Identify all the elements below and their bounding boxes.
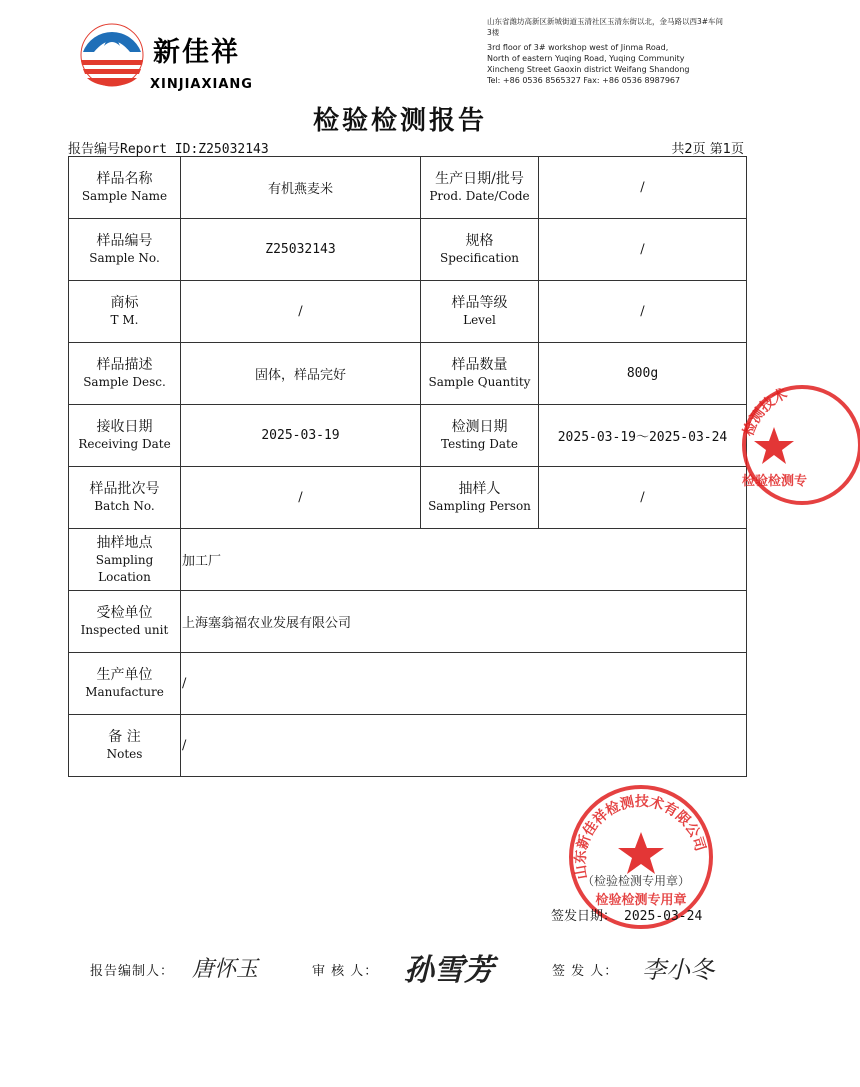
field-label [421,343,539,405]
label-cn: 备 注 [108,729,141,745]
label-cn: 生产日期/批号 [435,171,524,187]
xinjiaxiang-logo-icon [78,22,146,88]
label-cn: 检测日期 [451,419,508,435]
inspected-unit-value: 上海塞翁福农业发展有限公司 [181,591,747,653]
stamp-purpose-text: 检验检测专用章 [595,893,687,908]
side-stamp-text: 检测技术 [740,385,790,439]
label-cn: 抽样地点 [96,534,153,551]
sampling-person-value: / [539,467,747,529]
table-row [69,529,747,591]
table-row [69,467,747,529]
label-cn: 接收日期 [96,419,153,435]
issue-date-value: 2025-03-24 [624,909,703,924]
table-row [69,157,747,219]
field-label [69,591,181,653]
label-cn: 样品名称 [96,171,153,187]
brand-name-cn: 新佳祥 [153,37,240,68]
report-title: 检验检测报告 [312,106,487,136]
issue-date-label: 签发日期： [551,909,617,924]
address-en-line: 3rd floor of 3# workshop west of Jinma Road, [487,43,669,52]
address-cn: 山东省潍坊高新区新城街道玉清社区玉清东街以北，金马路以西3#车间3楼 [487,17,724,37]
label-cn: 生产单位 [96,667,153,683]
label-cn: 样品描述 [96,357,153,373]
table-row [69,715,747,777]
page-number: 共2页 第1页 [671,142,744,157]
field-label [69,281,181,343]
batch-no-value: / [181,467,421,529]
label-cn: 样品批次号 [89,481,160,497]
sample-name-value: 有机燕麦米 [181,157,421,219]
label-en: Sample Quantity [428,375,531,389]
brand-name-en: XINJIAXIANG [150,77,253,92]
label-cn: 受检单位 [96,605,153,621]
label-cn: 商标 [110,295,139,311]
label-cn: 样品编号 [96,233,153,249]
address-en-line: Tel: +86 0536 8565327 Fax: +86 0536 8987967 [487,76,681,85]
side-stamp-text-2: 检验检测专 [742,474,808,489]
issuer-signature: 李小冬 [642,956,714,984]
company-address [487,16,787,86]
label-en: Sampling Person [428,499,531,513]
field-label [421,219,539,281]
label-en: Manufacture [85,685,164,699]
sampling-location-value: 加工厂 [181,529,747,591]
stamp-company-text: 山东新佳祥检测技术有限公司 [572,793,709,881]
compiler-label: 报告编制人： [90,964,175,979]
label-cn: 样品等级 [451,295,508,311]
field-label [69,157,181,219]
table-row [69,219,747,281]
receiving-date-value: 2025-03-19 [181,405,421,467]
reviewer-signature: 孙雪芳 [404,953,494,988]
label-en: Inspected unit [80,623,169,637]
field-label [421,157,539,219]
sample-desc-value: 固体，样品完好 [181,343,421,405]
table-row [69,405,747,467]
trademark-value: / [181,281,421,343]
label-en: T M. [110,313,139,327]
field-label [69,219,181,281]
field-label [69,653,181,715]
label-en: Sampling Location [95,552,154,584]
field-label [69,405,181,467]
label-en: Batch No. [94,499,155,513]
label-en: Sample Desc. [83,375,166,389]
label-en: Testing Date [441,437,518,451]
label-en: Notes [106,747,143,761]
svg-text:检测技术 [740,385,790,439]
sample-no-value: Z25032143 [181,219,421,281]
field-label [69,467,181,529]
partial-seal-stamp [740,367,860,523]
sample-info-table [68,156,747,777]
seal-caption: （检验检测专用章） [582,874,691,888]
address-en-line: Xincheng Street Gaoxin district Weifang Shandong [487,65,690,74]
field-label [421,467,539,529]
field-label [421,281,539,343]
issue-date [551,905,702,924]
table-row [69,591,747,653]
label-en: Prod. Date/Code [429,189,530,203]
label-en: Receiving Date [78,437,171,451]
report-id: 报告编号Report ID:Z25032143 [68,142,269,157]
testing-date-value: 2025-03-19～2025-03-24 [539,405,747,467]
manufacture-value: / [181,653,747,715]
sample-quantity-value: 800g [539,343,747,405]
issuer-label: 签 发 人： [552,964,619,979]
level-value: / [539,281,747,343]
field-label [69,715,181,777]
notes-value: / [181,715,747,777]
field-label [421,405,539,467]
table-row [69,281,747,343]
field-label [69,529,181,591]
label-en: Sample No. [89,251,160,265]
field-label [69,343,181,405]
label-en: Level [463,313,496,327]
reviewer-label: 审 核 人： [312,964,379,979]
table-row [69,653,747,715]
label-en: Sample Name [81,189,168,203]
table-row [69,343,747,405]
specification-value: / [539,219,747,281]
prod-date-value: / [539,157,747,219]
address-en [487,42,787,86]
label-en: Specification [439,251,520,265]
label-cn: 抽样人 [458,481,501,497]
label-cn: 样品数量 [451,357,508,373]
compiler-signature: 唐怀玉 [192,957,259,982]
label-cn: 规格 [465,233,494,249]
address-en-line: North of eastern Yuqing Road, Yuqing Community [487,54,685,63]
